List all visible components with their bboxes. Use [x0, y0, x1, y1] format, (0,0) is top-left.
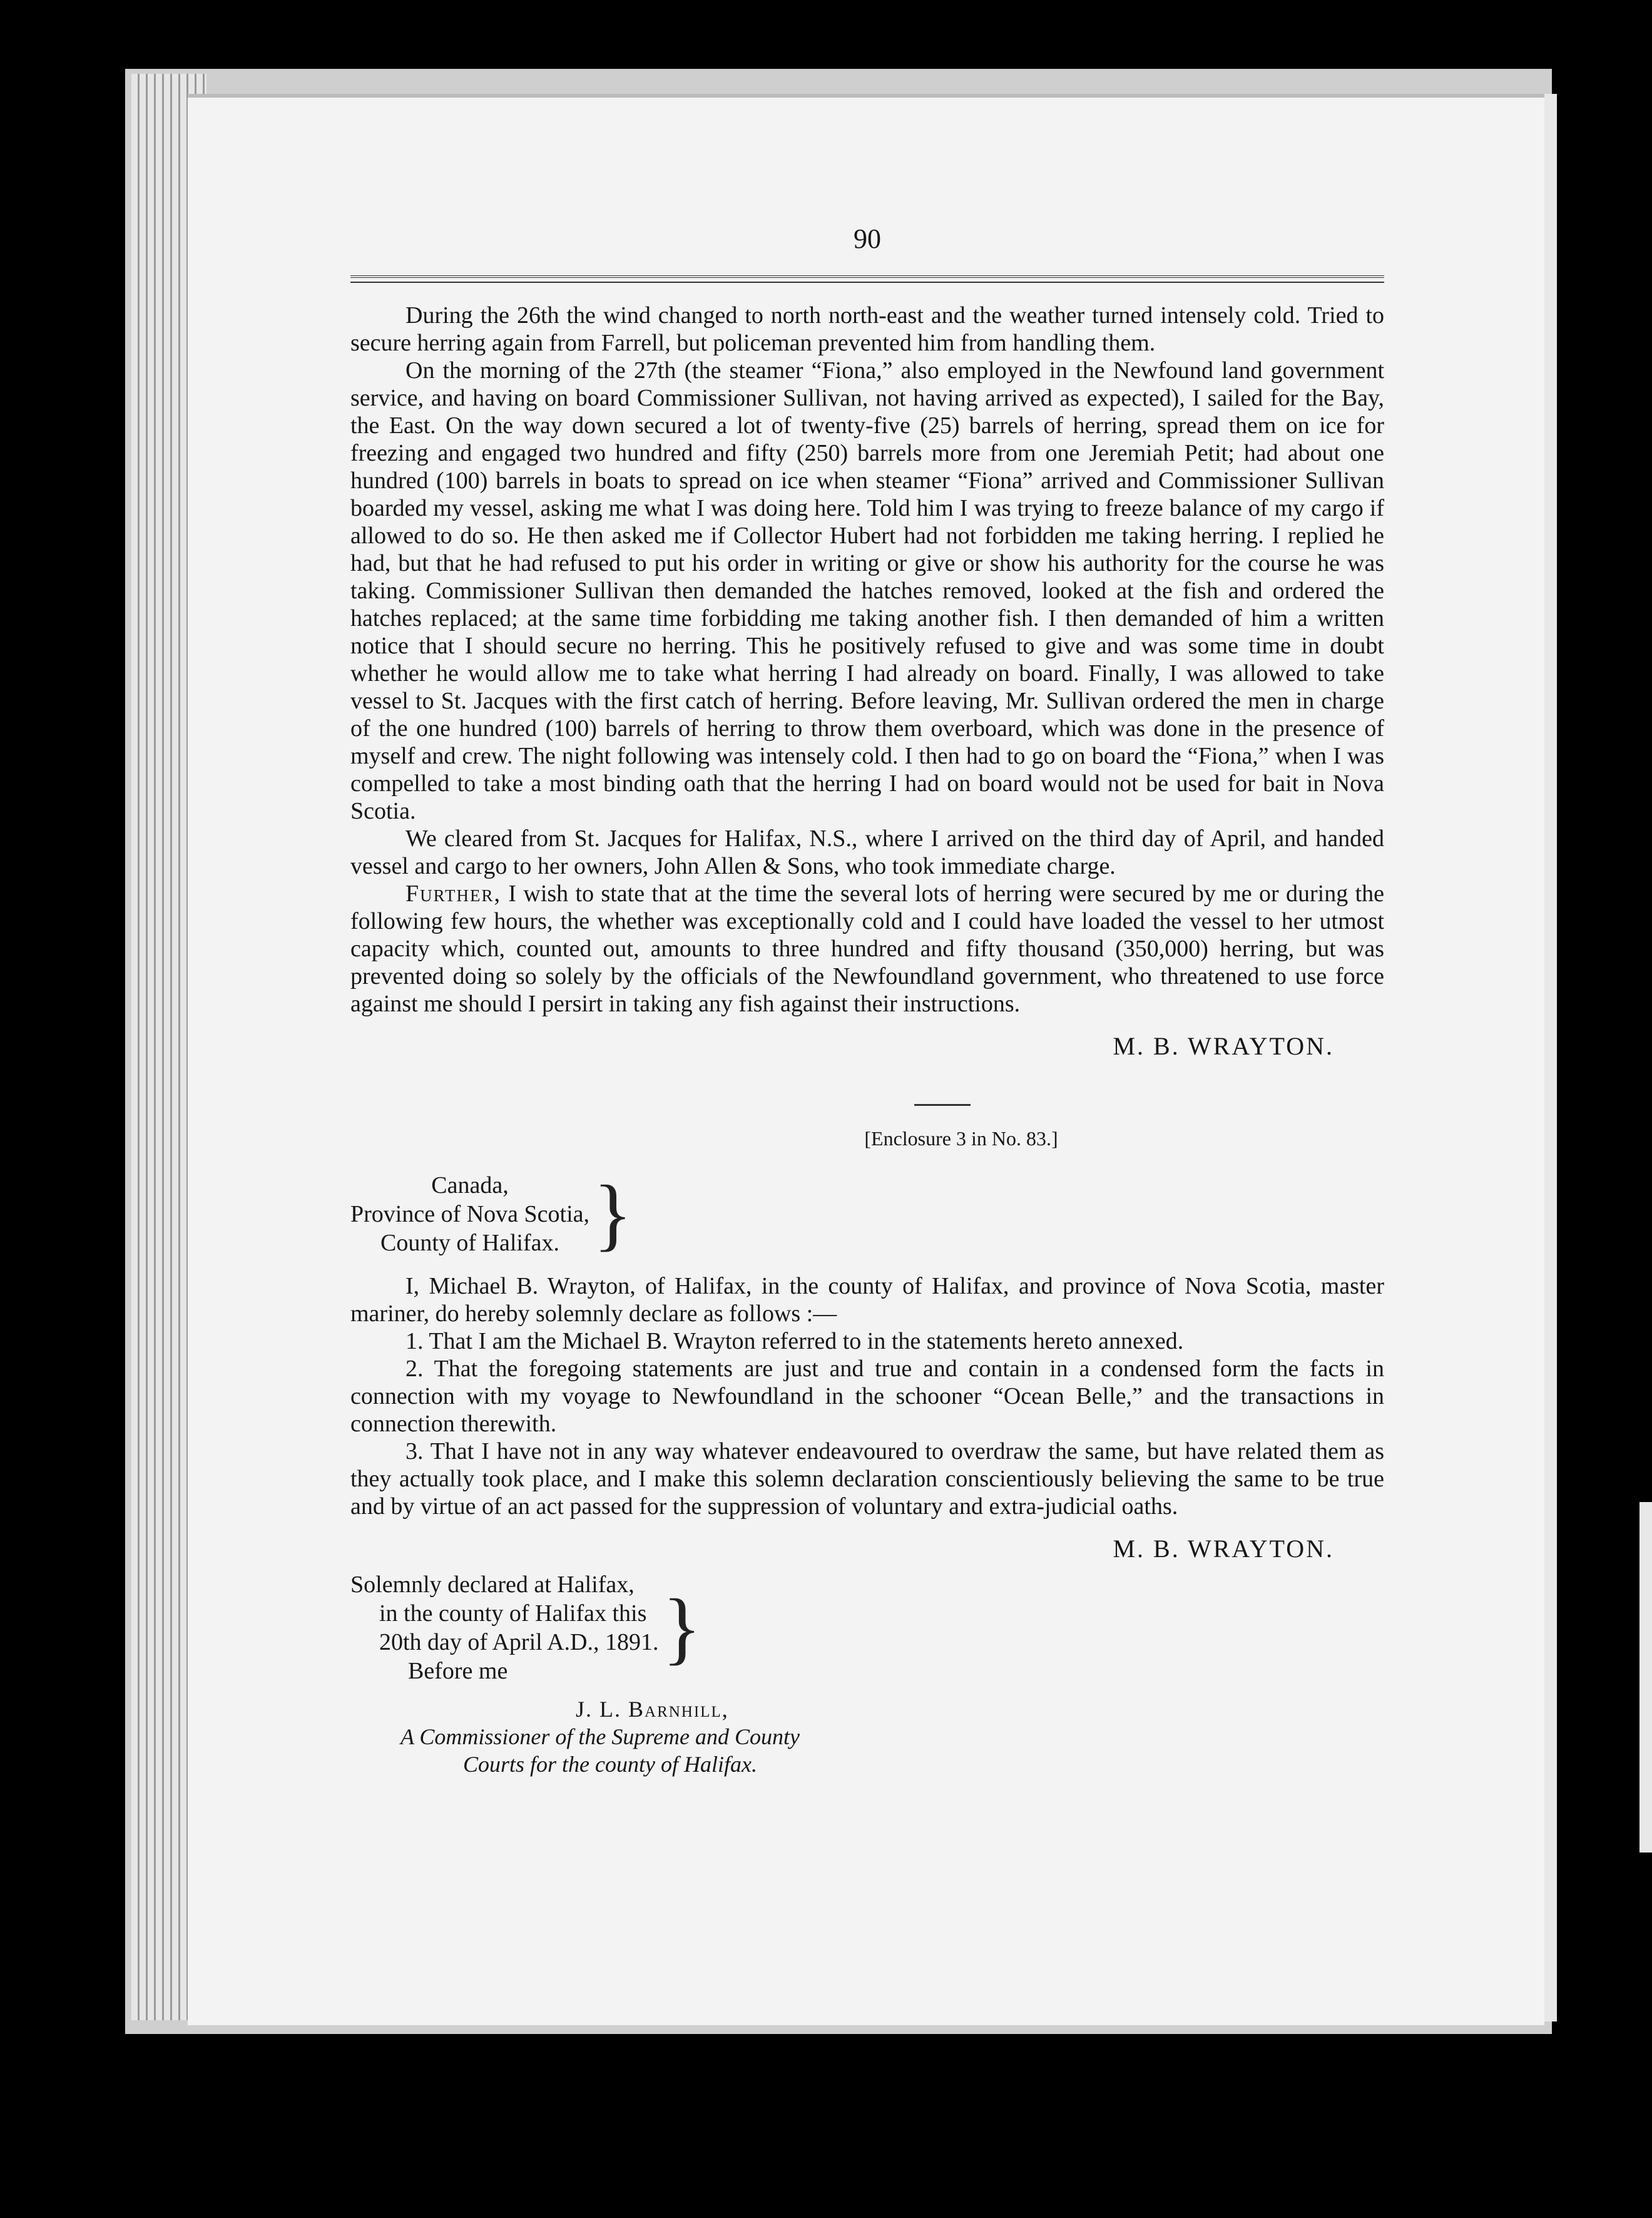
declared-block: [350, 1570, 1384, 1685]
paragraph-1: During the 26th the wind changed to north north-east and the weather turned intensely cold. Tried to secure herring again from Farrell, but policeman prevented him from handling them.: [350, 302, 1384, 356]
page-number: 90: [854, 223, 881, 254]
declared-line-2: in the county of Halifax this: [379, 1600, 647, 1627]
signature-2: M. B. WRAYTON.: [1113, 1535, 1334, 1563]
venue-country: Canada,: [431, 1172, 509, 1198]
declared-brace: }: [662, 1583, 701, 1673]
commissioner-block: [350, 1695, 1384, 1778]
paragraph-further: [350, 880, 1384, 1018]
page-text: [350, 225, 1384, 1778]
declared-line-1: Solemnly declared at Halifax,: [350, 1572, 635, 1598]
commissioner-title-1: A Commissioner of the Supreme and County: [400, 1724, 800, 1749]
further-lead: Further,: [405, 881, 502, 907]
further-text: I wish to state that at the time the several lots of herring were secured by me or during the following few hours, the whether was exceptionally cold and I could have loaded the vessel to her utmost capacity which, counted out, amounts to three hundred and fifty thousand (350,000) herring, but was prevented doing so solely by the officials of the Newfoundland government, who threatened to use force against me should I persirt in taking any fish against their instructions.: [350, 881, 1384, 1017]
facing-page-strip: [1639, 1502, 1652, 1853]
declaration-item-2: 2. That the foregoing statements are just and true and contain in a condensed form the facts in connection with my voyage to Newfoundland in the schooner “Ocean Belle,” and the transactions in connection therewith.: [350, 1356, 1384, 1437]
venue-province: Province of Nova Scotia,: [350, 1201, 590, 1227]
declaration-intro: I, Michael B. Wrayton, of Halifax, in the county of Halifax, and province of Nova Scotia, master mariner, do hereby solemnly declare as follows :—: [350, 1273, 1384, 1327]
before-me: Before me: [408, 1658, 508, 1684]
header-rule: [350, 275, 1384, 283]
venue-brace: }: [593, 1169, 633, 1259]
paragraph-3: We cleared from St. Jacques for Halifax, N.S., where I arrived on the third day of April, and handed vessel and cargo to her owners, John Allen & Sons, who took immediate charge.: [350, 825, 1384, 879]
commissioner-name: J. L. Barnhill,: [576, 1697, 729, 1722]
section-divider: [914, 1104, 971, 1106]
venue-block: [350, 1171, 1384, 1257]
declared-line-3: 20th day of April A.D., 1891.: [379, 1629, 659, 1655]
signature-1: M. B. WRAYTON.: [1113, 1032, 1334, 1060]
commissioner-title-2: Courts for the county of Halifax.: [463, 1752, 757, 1777]
venue-county: County of Halifax.: [380, 1230, 560, 1256]
venue-lines: [350, 1171, 589, 1257]
declaration-item-3: 3. That I have not in any way whatever endeavoured to overdraw the same, but have related them as they actually took place, and I make this solemn declaration conscientiously believing the same to be true and by virtue of an act passed for the suppression of voluntary and extra-judicial oaths.: [350, 1438, 1384, 1520]
facing-page-edge: [1544, 94, 1557, 2021]
enclosure-label: [Enclosure 3 in No. 83.]: [864, 1127, 1058, 1150]
declared-lines: [350, 1570, 658, 1685]
declaration-item-1: 1. That I am the Michael B. Wrayton referred to in the statements hereto annexed.: [405, 1328, 1184, 1354]
paragraph-2: On the morning of the 27th (the steamer “Fiona,” also employed in the Newfound land government service, and having on board Commissioner Sullivan, not having arrived as expected), I sailed for the Bay, the East. On the way down secured a lot of twenty-five (25) barrels of herring, spread them on ice for freezing and engaged two hundred and fifty (250) barrels more from one Jeremiah Petit; had about one hundred (100) barrels in boats to spread on ice when steamer “Fiona” arrived and Commissioner Sullivan boarded my vessel, asking me what I was doing here. Told him I was trying to freeze balance of my cargo if allowed to do so. He then asked me if Collector Hubert had not forbidden me taking herring. I replied he had, but that he had refused to put his order in writing or give or show his authority for the course he was taking. Commissioner Sullivan then demanded the hatches removed, looked at the fish and ordered the hatches replaced; at the same time forbidding me taking another fish. I then demanded of him a written notice that I should secure no herring. This he positively refused to give and was some time in doubt whether he would allow me to take what herring I had already on board. Finally, I was allowed to take vessel to St. Jacques with the first catch of herring. Before leaving, Mr. Sullivan ordered the men in charge of the one hundred (100) barrels of herring to throw them overboard, which was done in the presence of myself and crew. The night following was intensely cold. I then had to go on board the “Fiona,” when I was compelled to take a most binding oath that the herring I had on board would not be used for bait in Nova Scotia.: [350, 357, 1384, 824]
